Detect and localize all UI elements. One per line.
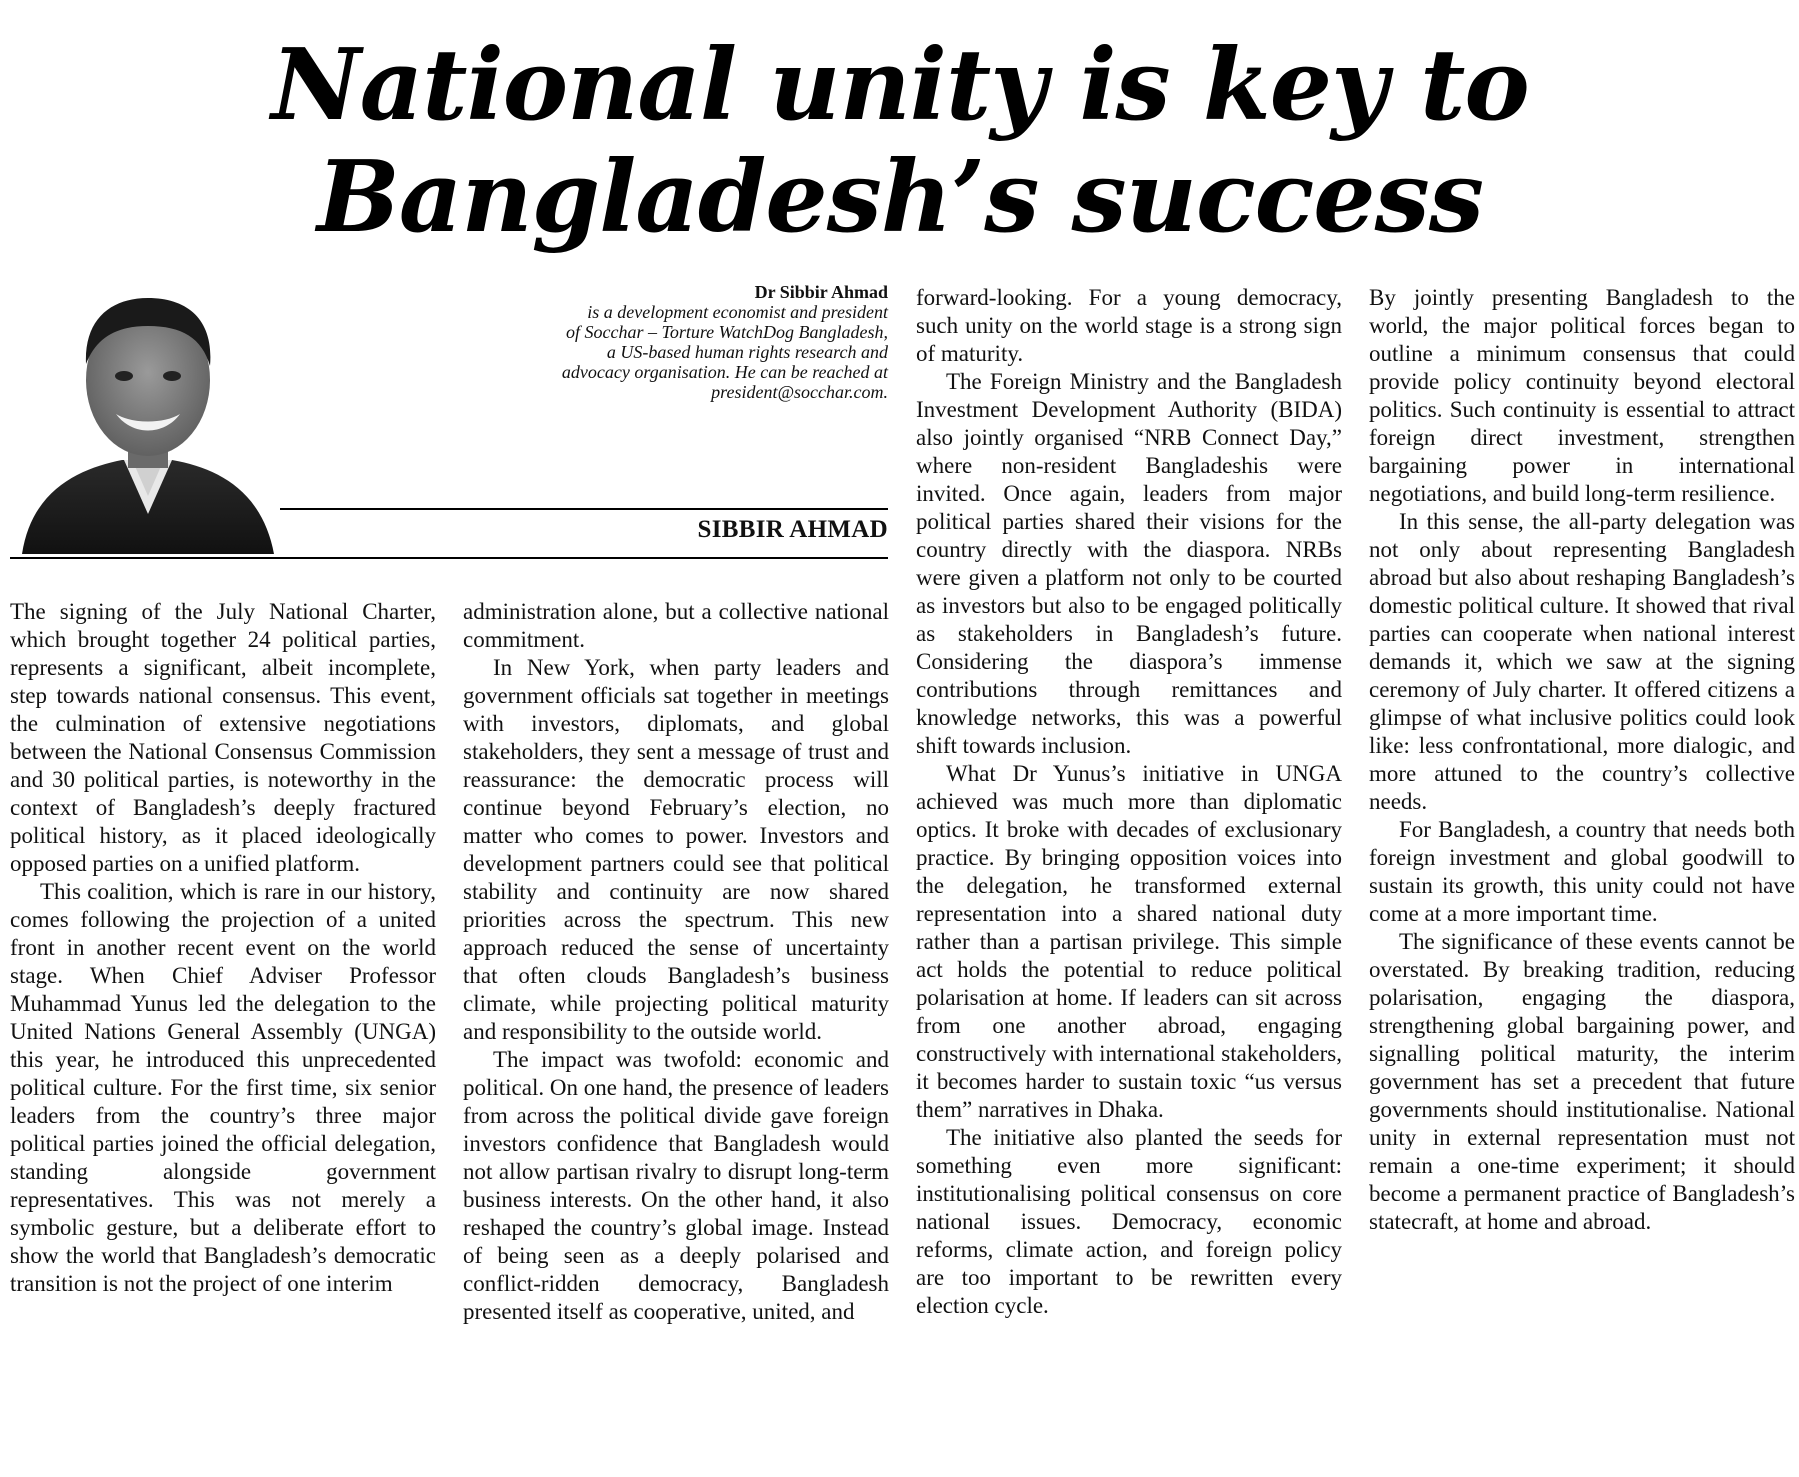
author-bio <box>470 282 888 402</box>
paragraph: In this sense, the all-party delegation was not only about representing Bangladesh abroad but also about reshaping Bangladesh’s domestic political culture. It showed that rival parties can cooperate when national interest demands it, which we saw at the signing ceremony of July charter. It offered citizens a glimpse of what inclusive politics could look like: less confrontational, more dialogic, and more attuned to the country’s collective needs. <box>1369 509 1795 814</box>
header-divider <box>10 557 888 559</box>
paragraph: By jointly presenting Bangladesh to the world, the major political forces began to outline a minimum consensus that could provide policy continuity beyond electoral politics. Such continuity is essential to attract foreign direct investment, strengthen bargaining power in international negotiations, and build long-term resilience. <box>1369 285 1795 506</box>
article-column-1 <box>10 598 436 1298</box>
article-column-4 <box>1369 284 1795 1236</box>
author-name: Dr Sibbir Ahmad <box>754 282 888 302</box>
author-portrait-icon <box>12 268 280 554</box>
paragraph: The Foreign Ministry and the Bangladesh Investment Development Authority (BIDA) also jointly organised “NRB Connect Day,” where non-resident Bangladeshis were invited. Once again, leaders from major political parties shared their visions for the country directly with the diaspora. NRBs were given a platform not only to be courted as investors but also to be engaged politically as stakeholders in Bangladesh’s future. Considering the diaspora’s immense contributions through remittances and knowledge networks, this was a powerful shift towards inclusion. <box>916 369 1342 758</box>
bio-line: is a development economist and president <box>587 302 888 322</box>
paragraph: The initiative also planted the seeds for something even more significant: institutionalising political consensus on core national issues. Democracy, economic reforms, climate action, and foreign policy are too important to be rewritten every election cycle. <box>916 1125 1342 1318</box>
paragraph: In New York, when party leaders and government officials sat together in meetings with investors, diplomats, and global stakeholders, they sent a message of trust and reassurance: the democratic process will continue beyond February’s election, no matter who comes to power. Investors and development partners could see that political stability and continuity are now shared priorities across the spectrum. This new approach reduced the sense of uncertainty that often clouds Bangladesh’s business climate, while projecting political maturity and responsibility to the outside world. <box>463 655 889 1044</box>
byline-divider <box>280 508 888 510</box>
paragraph: administration alone, but a collective national commitment. <box>463 599 889 652</box>
bio-line: a US-based human rights research and <box>606 342 888 362</box>
headline-line-1: National unity is key to <box>271 28 1529 143</box>
paragraph: This coalition, which is rare in our history, comes following the projection of a united front in another recent event on the world stage. When Chief Adviser Professor Muhammad Yunus led the delegation to the United Nations General Assembly (UNGA) this year, he introduced this unprecedented political culture. For the first time, six senior leaders from the country’s three major political parties joined the official delegation, standing alongside government representatives. This was not merely a symbolic gesture, but a deliberate effort to show the world that Bangladesh’s democratic transition is not the project of one interim <box>10 879 436 1296</box>
paragraph: The significance of these events cannot be overstated. By breaking tradition, reducing polarisation, engaging the diaspora, strengthening global bargaining power, and signalling political maturity, the interim government has set a precedent that future governments should institutionalise. National unity in external representation must not remain a one-time experiment; it should become a permanent practice of Bangladesh’s statecraft, at home and abroad. <box>1369 929 1795 1234</box>
article-column-2 <box>463 598 889 1326</box>
paragraph: The impact was twofold: economic and political. On one hand, the presence of leaders from across the political divide gave foreign investors confidence that Bangladesh would not allow partisan rivalry to disrupt long-term business interests. On the other hand, it also reshaped the country’s global image. Instead of being seen as a deeply polarised and conflict-ridden democracy, Bangladesh presented itself as cooperative, united, and <box>463 1047 889 1324</box>
paragraph: For Bangladesh, a country that needs both foreign investment and global goodwill to sustain its growth, this unity could not have come at a more important time. <box>1369 817 1795 926</box>
paragraph: forward-looking. For a young democracy, such unity on the world stage is a strong sign of maturity. <box>916 285 1342 366</box>
bio-line: advocacy organisation. He can be reached at <box>561 362 888 382</box>
article-column-3 <box>916 284 1342 1320</box>
author-photo <box>12 268 280 554</box>
paragraph: What Dr Yunus’s initiative in UNGA achieved was much more than diplomatic optics. It broke with decades of exclusionary practice. By bringing opposition voices into the delegation, he transformed external representation into a shared national duty rather than a partisan privilege. This simple act holds the potential to reduce political polarisation at home. If leaders can sit across from one another abroad, engaging constructively with international stakeholders, it becomes harder to sustain toxic “us versus them” narratives in Dhaka. <box>916 761 1342 1122</box>
bio-line: of Socchar – Torture WatchDog Bangladesh, <box>566 322 888 342</box>
byline: SIBBIR AHMAD <box>697 516 888 543</box>
paragraph: The signing of the July National Charter, which brought together 24 political parties, represents a significant, albeit incomplete, step towards national consensus. This event, the culmination of extensive negotiations between the National Consensus Commission and 30 political parties, is noteworthy in the context of Bangladesh’s deeply fractured political history, as it placed ideologically opposed parties on a unified platform. <box>10 599 436 876</box>
headline-line-2: Bangladesh’s success <box>316 140 1483 255</box>
headline <box>180 30 1620 254</box>
bio-email: president@socchar.com. <box>711 382 888 402</box>
